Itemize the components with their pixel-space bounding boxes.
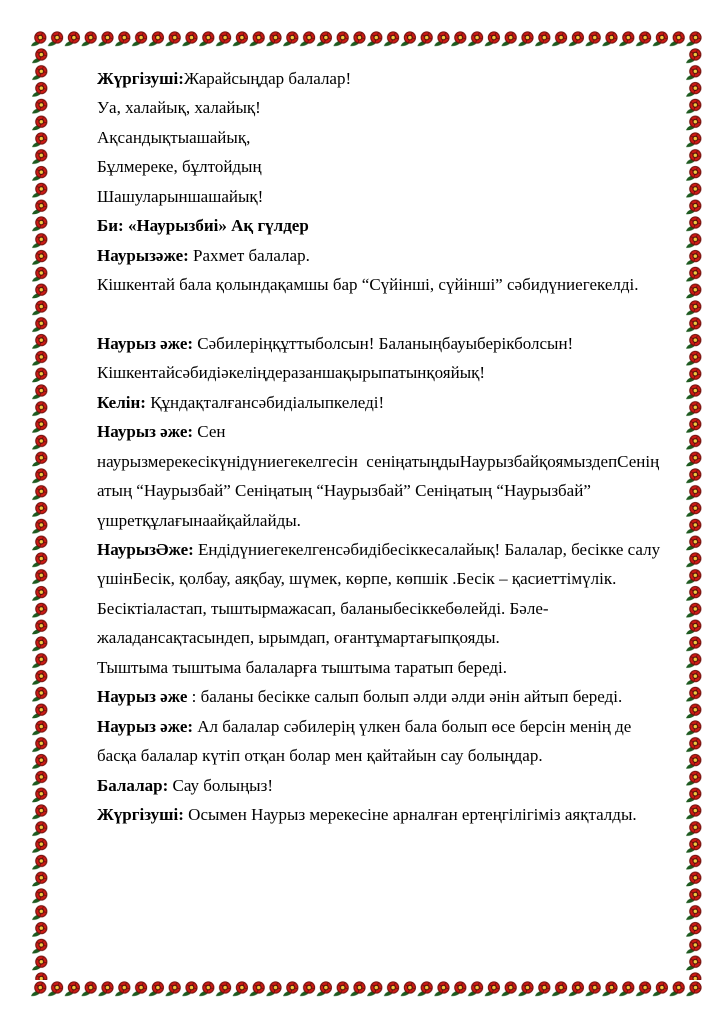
script-line: [97, 123, 672, 152]
speaker-label: Наурыз әже:: [97, 333, 194, 353]
script-line: [97, 93, 672, 122]
line-text: Шашуларыншашайық!: [97, 186, 264, 206]
speaker-label: Келін:: [97, 392, 146, 412]
line-text: Ендідүниегекелгенсәбидібесіккесалайық! Балалар, бесікке салу: [193, 540, 661, 559]
line-text: жаладансақтасындеп, ырымдап, оғантұмартағыпқояды.: [97, 628, 500, 648]
script-text: [97, 64, 672, 829]
script-line: [97, 800, 672, 829]
script-line: [97, 270, 672, 299]
script-line: [97, 653, 672, 682]
line-text: Ақсандықтыашайық,: [97, 127, 251, 147]
script-line: [97, 506, 672, 535]
script-line: [97, 64, 672, 93]
script-line: [97, 682, 672, 711]
speaker-label: НаурызӘже:: [97, 540, 194, 559]
speaker-label: Наурыз әже:: [97, 716, 194, 736]
speaker-label: Жүргізуші:: [97, 804, 184, 824]
script-line: [97, 712, 672, 741]
line-text: Кішкентайсәбидіәкеліңдеразаншақырыпатынқояйық!: [97, 363, 486, 383]
ornamental-border-right: [685, 47, 702, 980]
speaker-label: Би: «Наурызбиі» Ақ гүлдер: [97, 216, 309, 236]
script-line: [97, 388, 672, 417]
line-text: Осымен Наурыз мерекесіне арналған ертеңгілігіміз аяқталды.: [183, 804, 637, 824]
script-line: [97, 476, 672, 505]
speaker-label: Наурызәже:: [97, 245, 189, 265]
line-text: наурызмерекесікүнідүниегекелгесін сеніңатыңдыНаурызбайқоямыздепСенің: [97, 451, 660, 471]
script-line: [97, 741, 672, 770]
line-text: Сәбилеріңқұттыболсын! Баланыңбауыберікболсын!: [193, 333, 574, 353]
script-line: [97, 300, 672, 329]
script-line: [97, 211, 672, 240]
line-text: Рахмет балалар.: [188, 245, 310, 265]
speaker-label: Жүргізуші:: [97, 69, 184, 88]
script-line: [97, 447, 672, 476]
line-text: Сен: [193, 422, 226, 442]
script-line: [97, 241, 672, 270]
line-text: атың “Наурызбай” Сеніңатың “Наурызбай” Сеніңатың “Наурызбай”: [97, 481, 591, 501]
line-text: Бұлмереке, бұлтойдың: [97, 157, 262, 177]
ornamental-border-left: [31, 47, 48, 980]
script-line: [97, 152, 672, 181]
line-text: : баланы бесікке салып болып әлди әлди әнін айтып береді.: [187, 687, 623, 707]
script-line: [97, 771, 672, 800]
script-line: [97, 329, 672, 358]
ornamental-border-top: [30, 30, 703, 47]
speaker-label: Балалар:: [97, 775, 169, 795]
line-text: Жарайсыңдар балалар!: [183, 69, 352, 88]
line-text: Уа, халайық, халайық!: [97, 98, 261, 118]
speaker-label: Наурыз әже: [97, 687, 188, 707]
script-line: [97, 182, 672, 211]
script-line: [97, 535, 672, 564]
script-line: [97, 358, 672, 387]
script-line: [97, 417, 672, 446]
line-text: басқа балалар күтіп отқан болар мен қайтайын сау болыңдар.: [97, 746, 543, 766]
script-line: [97, 594, 672, 623]
ornamental-border-bottom: [30, 980, 703, 997]
line-text: үшретқұлағынаайқайлайды.: [97, 510, 301, 530]
line-text: Сау болыңыз!: [168, 775, 273, 795]
line-text: Ал балалар сәбилерің үлкен бала болып өсе берсін менің де: [193, 716, 632, 736]
script-line: [97, 564, 672, 593]
line-text: Бесіктіаластап, тыштырмажасап, баланыбесіккебөлейді. Бәле-: [97, 598, 549, 618]
line-text: Құндақталғансәбидіалыпкеледі!: [145, 392, 385, 412]
speaker-label: Наурыз әже:: [97, 422, 194, 442]
line-text: Кішкентай бала қолындақамшы бар “Сүйінші, сүйінші” сәбидүниегекелді.: [97, 275, 639, 295]
script-line: [97, 623, 672, 652]
line-text: Тыштыма тыштыма балаларға тыштыма таратып береді.: [97, 657, 508, 677]
line-text: үшінБесік, қолбау, аяқбау, шүмек, көрпе, көпшік .Бесік – қасиеттімүлік.: [97, 569, 617, 589]
